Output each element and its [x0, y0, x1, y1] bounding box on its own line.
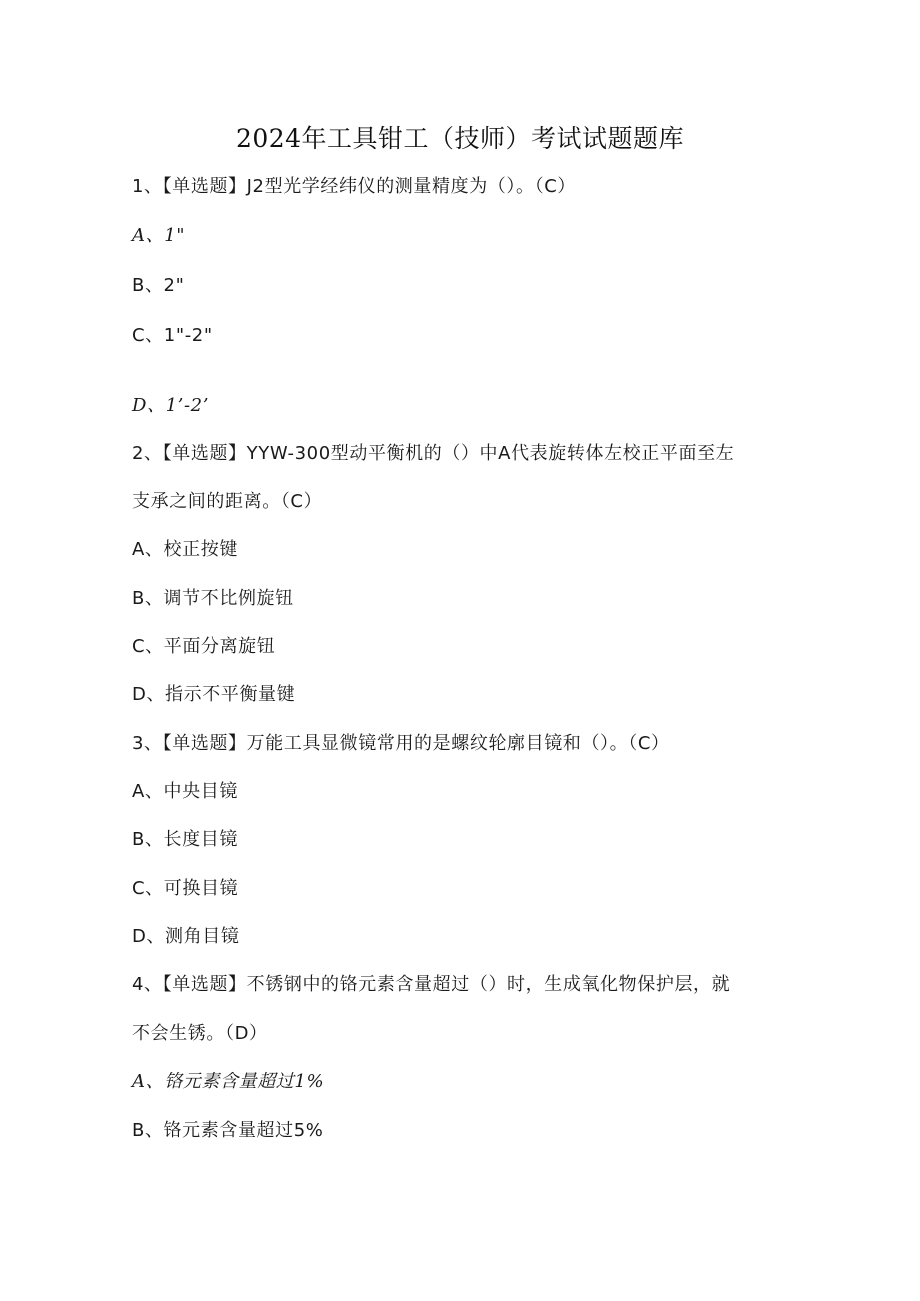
- question-2-option-d: D、指示不平衡量键: [132, 684, 296, 705]
- question-4-stem-line-2: 不会生锈。（D）: [132, 1023, 268, 1044]
- question-1-option-c: C、1"-2": [132, 325, 213, 346]
- question-2-stem-line-2: 支承之间的距离。（C）: [132, 491, 323, 512]
- question-1-option-d: D、1’-2’: [132, 395, 210, 416]
- question-1-option-b: B、2": [132, 275, 185, 296]
- question-3-option-c: C、可换目镜: [132, 878, 239, 899]
- question-1-option-a: A、1": [132, 225, 186, 246]
- question-3-option-d: D、测角目镜: [132, 926, 240, 947]
- question-3-stem: 3、【单选题】万能工具显微镜常用的是螺纹轮廓目镜和（）。（C）: [132, 733, 670, 754]
- question-2-option-b: B、调节不比例旋钮: [132, 588, 294, 609]
- question-4-option-b: B、铬元素含量超过5%: [132, 1120, 324, 1141]
- question-2-option-a: A、校正按键: [132, 539, 238, 560]
- question-2-stem-line-1: 2、【单选题】YYW-300型动平衡机的（）中A代表旋转体左校正平面至左: [132, 443, 735, 464]
- question-4-stem-line-1: 4、【单选题】不锈钢中的铬元素含量超过（）时，生成氧化物保护层，就: [132, 974, 731, 995]
- question-3-option-b: B、长度目镜: [132, 829, 238, 850]
- question-2-option-c: C、平面分离旋钮: [132, 636, 276, 657]
- question-4-option-a: A、铬元素含量超过1%: [132, 1071, 325, 1092]
- question-1-stem: 1、【单选题】J2型光学经纬仪的测量精度为（）。（C）: [132, 176, 576, 197]
- document-title: 2024年工具钳工（技师）考试试题题库: [235, 124, 685, 153]
- question-3-option-a: A、中央目镜: [132, 781, 238, 802]
